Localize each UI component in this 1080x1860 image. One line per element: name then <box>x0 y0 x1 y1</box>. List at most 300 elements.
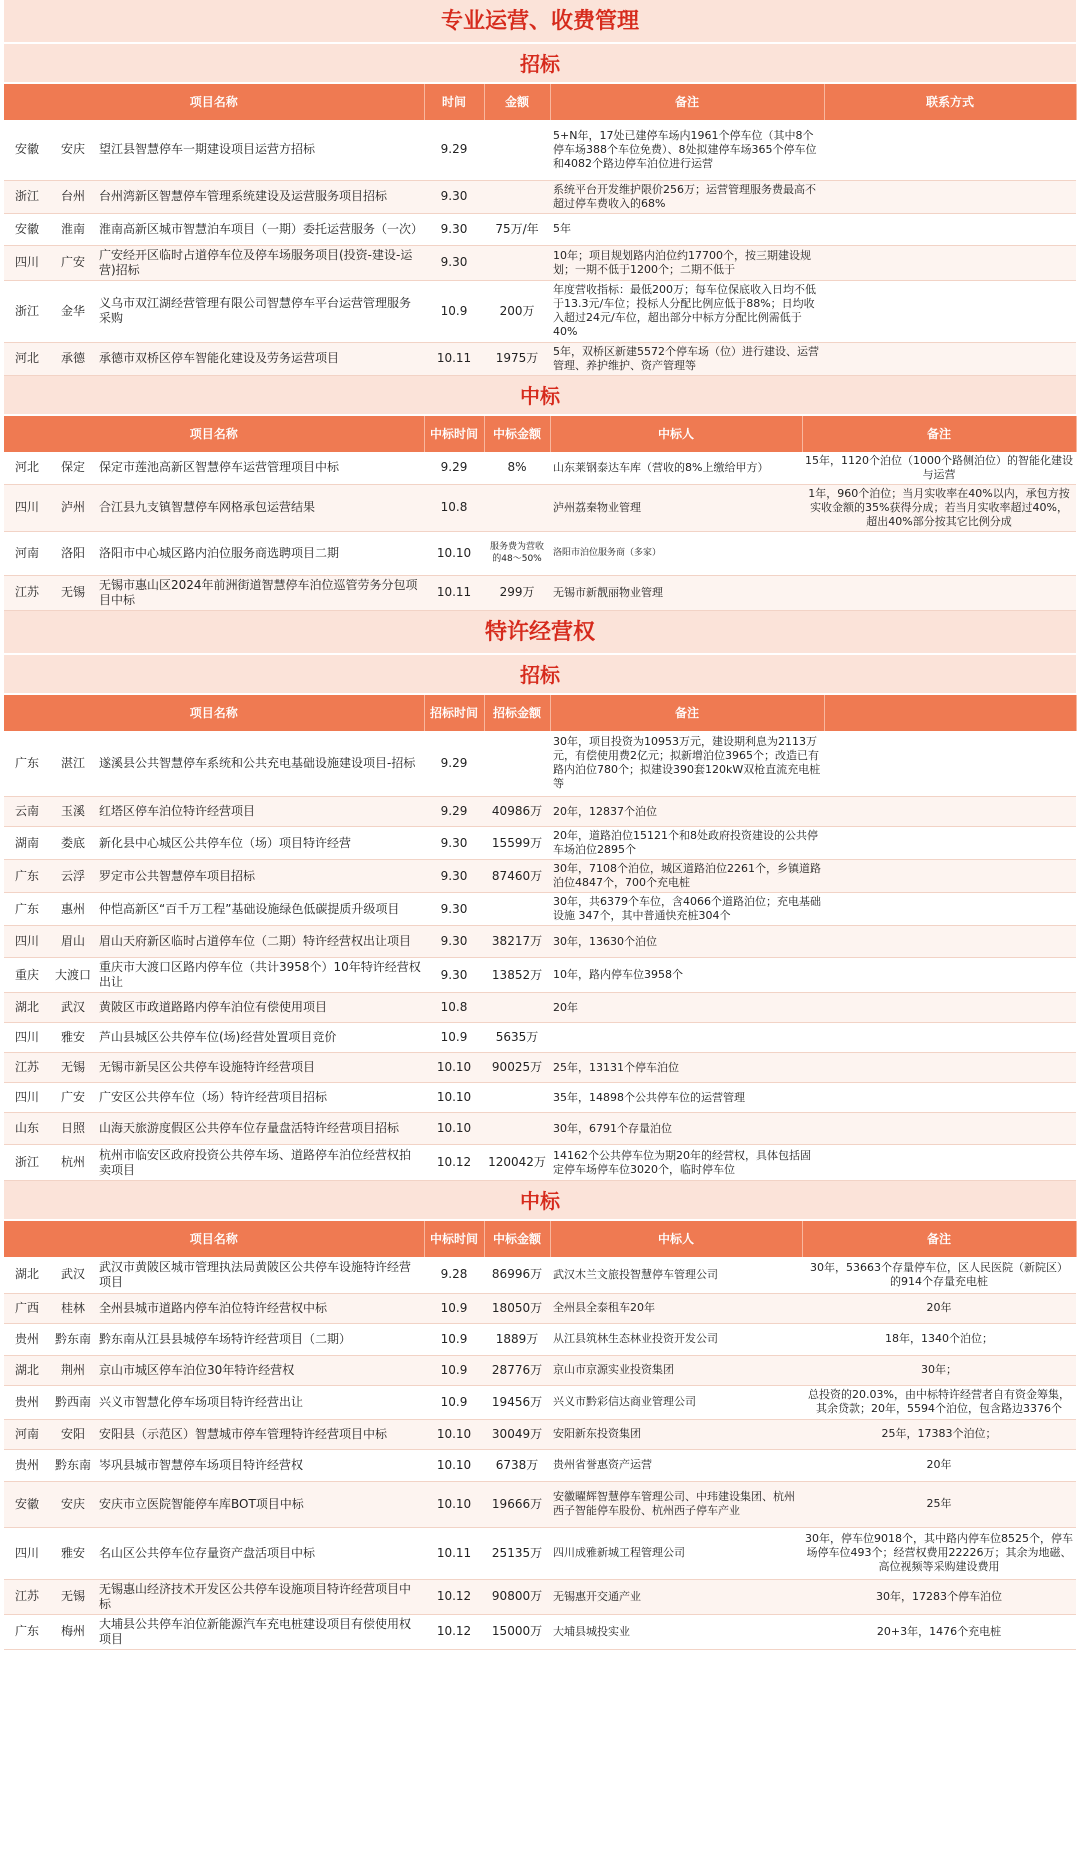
cell-amount <box>484 1083 550 1113</box>
cell-name: 兴义市智慧化停车场项目特许经营出让 <box>96 1385 424 1419</box>
table-header <box>4 416 1076 452</box>
header-note: 备注 <box>802 416 1076 452</box>
cell-winner: 山东莱钢泰达车库（营收的8%上缴给甲方） <box>550 452 802 485</box>
cell-city: 金华 <box>50 280 96 342</box>
cell-note: 20年 <box>802 1293 1076 1323</box>
cell-note: 10年，路内停车位3958个 <box>550 958 824 993</box>
cell-city: 大渡口 <box>50 958 96 993</box>
cell-winner: 安徽曜辉智慧停车管理公司、中玮建设集团、杭州西子智能停车股份、杭州西子停车产业 <box>550 1481 802 1527</box>
franchise-tender-table <box>4 695 1077 1182</box>
cell-prov: 湖北 <box>4 1355 50 1385</box>
cell-winner: 京山市京源实业投资集团 <box>550 1355 802 1385</box>
cell-contact <box>824 1053 1076 1083</box>
cell-time: 10.12 <box>424 1579 484 1614</box>
table-row <box>4 1293 1076 1323</box>
cell-amount: 18050万 <box>484 1293 550 1323</box>
cell-winner: 洛阳市泊位服务商（多家） <box>550 531 802 575</box>
header-blank <box>824 695 1076 731</box>
header-contact: 联系方式 <box>824 84 1076 120</box>
cell-prov: 安徽 <box>4 1481 50 1527</box>
cell-winner: 从江县筑林生态林业投资开发公司 <box>550 1323 802 1355</box>
cell-name: 仲恺高新区“百千万工程”基础设施绿色低碳提质升级项目 <box>96 893 424 926</box>
cell-prov: 四川 <box>4 1023 50 1053</box>
cell-name: 新化县中心城区公共停车位（场）项目特许经营 <box>96 827 424 860</box>
cell-amount <box>484 245 550 280</box>
cell-prov: 河南 <box>4 1419 50 1449</box>
header-amount: 中标金额 <box>484 416 550 452</box>
table-row <box>4 1145 1076 1181</box>
cell-note: 30年，13630个泊位 <box>550 926 824 958</box>
header-time: 时间 <box>424 84 484 120</box>
table-row <box>4 213 1076 245</box>
header-name: 项目名称 <box>4 416 424 452</box>
cell-note: 系统平台开发维护限价256万；运营管理服务费最高不超过停车费收入的68% <box>550 180 824 213</box>
table-row <box>4 797 1076 827</box>
table-row <box>4 1023 1076 1053</box>
header-note: 备注 <box>550 84 824 120</box>
table-row <box>4 926 1076 958</box>
table-row <box>4 860 1076 893</box>
cell-name: 岑巩县城市智慧停车场项目特许经营权 <box>96 1449 424 1481</box>
cell-prov: 四川 <box>4 484 50 531</box>
cell-contact <box>824 893 1076 926</box>
cell-prov: 贵州 <box>4 1385 50 1419</box>
cell-city: 黔东南 <box>50 1323 96 1355</box>
cell-amount: 服务费为营收的48～50% <box>484 531 550 575</box>
cell-name: 淮南高新区城市智慧泊车项目（一期）委托运营服务（一次） <box>96 213 424 245</box>
cell-prov: 河南 <box>4 531 50 575</box>
cell-prov: 浙江 <box>4 1145 50 1181</box>
table-row <box>4 1257 1076 1293</box>
cell-note: 25年 <box>802 1481 1076 1527</box>
table-row <box>4 1083 1076 1113</box>
cell-note: 30年； <box>802 1355 1076 1385</box>
cell-city: 日照 <box>50 1113 96 1145</box>
cell-city: 安庆 <box>50 1481 96 1527</box>
cell-city: 黔西南 <box>50 1385 96 1419</box>
cell-time: 10.11 <box>424 1527 484 1579</box>
cell-name: 广安经开区临时占道停车位及停车场服务项目(投资-建设-运营)招标 <box>96 245 424 280</box>
table-row <box>4 1323 1076 1355</box>
cell-name: 无锡惠山经济技术开发区公共停车设施项目特许经营项目中标 <box>96 1579 424 1614</box>
cell-time: 10.12 <box>424 1145 484 1181</box>
cell-time: 9.29 <box>424 731 484 797</box>
cell-prov: 浙江 <box>4 280 50 342</box>
table-header <box>4 84 1076 120</box>
table-row <box>4 1614 1076 1649</box>
cell-winner: 全州县全泰租车20年 <box>550 1293 802 1323</box>
cell-city: 安庆 <box>50 120 96 180</box>
cell-time: 10.10 <box>424 1419 484 1449</box>
cell-note: 30年，53663个存量停车位，区人民医院（新院区）的914个存量充电桩 <box>802 1257 1076 1293</box>
table-row <box>4 1385 1076 1419</box>
cell-city: 荆州 <box>50 1355 96 1385</box>
cell-amount: 1975万 <box>484 342 550 375</box>
cell-note <box>550 1023 824 1053</box>
cell-note: 20年 <box>550 993 824 1023</box>
cell-amount: 90025万 <box>484 1053 550 1083</box>
cell-note: 20年，道路泊位15121个和8处政府投资建设的公共停车场泊位2895个 <box>550 827 824 860</box>
header-name: 项目名称 <box>4 1221 424 1257</box>
cell-city: 玉溪 <box>50 797 96 827</box>
cell-winner: 贵州省誉惠资产运营 <box>550 1449 802 1481</box>
cell-note: 15年，1120个泊位（1000个路侧泊位）的智能化建设与运营 <box>802 452 1076 485</box>
cell-name: 广安区公共停车位（场）特许经营项目招标 <box>96 1083 424 1113</box>
cell-city: 娄底 <box>50 827 96 860</box>
header-time: 中标时间 <box>424 1221 484 1257</box>
cell-city: 湛江 <box>50 731 96 797</box>
table-row <box>4 245 1076 280</box>
cell-city: 承德 <box>50 342 96 375</box>
cell-name: 大埔县公共停车泊位新能源汽车充电桩建设项目有偿使用权项目 <box>96 1614 424 1649</box>
cell-city: 惠州 <box>50 893 96 926</box>
page <box>4 0 1076 1650</box>
cell-note: 30年，共6379个车位，含4066个道路泊位；充电基础设施 347个，其中普通快充桩304个 <box>550 893 824 926</box>
cell-winner: 武汉木兰文旅投智慧停车管理公司 <box>550 1257 802 1293</box>
cell-name: 遂溪县公共智慧停车系统和公共充电基础设施建设项目-招标 <box>96 731 424 797</box>
cell-name: 合江县九支镇智慧停车网格承包运营结果 <box>96 484 424 531</box>
cell-amount: 75万/年 <box>484 213 550 245</box>
cell-contact <box>824 993 1076 1023</box>
cell-time: 10.9 <box>424 280 484 342</box>
cell-name: 保定市莲池高新区智慧停车运营管理项目中标 <box>96 452 424 485</box>
table-row <box>4 893 1076 926</box>
cell-name: 杭州市临安区政府投资公共停车场、道路停车泊位经营权拍卖项目 <box>96 1145 424 1181</box>
cell-prov: 浙江 <box>4 180 50 213</box>
cell-prov: 广西 <box>4 1293 50 1323</box>
cell-name: 洛阳市中心城区路内泊位服务商选聘项目二期 <box>96 531 424 575</box>
cell-contact <box>824 280 1076 342</box>
cell-amount: 38217万 <box>484 926 550 958</box>
table-row <box>4 1113 1076 1145</box>
ops-award-table <box>4 416 1077 611</box>
cell-note: 35年，14898个公共停车位的运营管理 <box>550 1083 824 1113</box>
header-time: 招标时间 <box>424 695 484 731</box>
cell-note: 25年，13131个停车泊位 <box>550 1053 824 1083</box>
cell-name: 山海天旅游度假区公共停车位存量盘活特许经营项目招标 <box>96 1113 424 1145</box>
cell-contact <box>824 1113 1076 1145</box>
cell-amount: 120042万 <box>484 1145 550 1181</box>
cell-contact <box>824 731 1076 797</box>
cell-city: 梅州 <box>50 1614 96 1649</box>
section-title-ops: 专业运营、收费管理 <box>4 0 1076 44</box>
cell-prov: 广东 <box>4 731 50 797</box>
cell-name: 承德市双桥区停车智能化建设及劳务运营项目 <box>96 342 424 375</box>
cell-prov: 四川 <box>4 1527 50 1579</box>
cell-amount: 25135万 <box>484 1527 550 1579</box>
cell-city: 雅安 <box>50 1023 96 1053</box>
cell-time: 10.10 <box>424 1053 484 1083</box>
cell-amount: 5635万 <box>484 1023 550 1053</box>
cell-note: 5+N年，17处已建停车场内1961个停车位（其中8个停车场388个车位免费）、8处拟建停车场365个停车位和4082个路边停车泊位进行运营 <box>550 120 824 180</box>
cell-prov: 广东 <box>4 893 50 926</box>
cell-time: 10.10 <box>424 1481 484 1527</box>
cell-amount: 87460万 <box>484 860 550 893</box>
cell-note: 10年；项目规划路内泊位约17700个，按三期建设规划；一期不低于1200个；二期不低于 <box>550 245 824 280</box>
cell-city: 武汉 <box>50 1257 96 1293</box>
cell-name: 京山市城区停车泊位30年特许经营权 <box>96 1355 424 1385</box>
cell-city: 广安 <box>50 1083 96 1113</box>
cell-note: 25年，17383个泊位； <box>802 1419 1076 1449</box>
cell-winner: 四川成雅新城工程管理公司 <box>550 1527 802 1579</box>
cell-contact <box>824 1145 1076 1181</box>
cell-contact <box>824 120 1076 180</box>
cell-name: 望江县智慧停车一期建设项目运营方招标 <box>96 120 424 180</box>
header-winner: 中标人 <box>550 416 802 452</box>
header-amount: 招标金额 <box>484 695 550 731</box>
cell-note: 5年，双桥区新建5572个停车场（位）进行建设、运营管理、养护维护、资产管理等 <box>550 342 824 375</box>
cell-note: 20年 <box>802 1449 1076 1481</box>
cell-time: 10.10 <box>424 531 484 575</box>
cell-prov: 安徽 <box>4 213 50 245</box>
cell-note: 30年，17283个停车泊位 <box>802 1579 1076 1614</box>
cell-prov: 重庆 <box>4 958 50 993</box>
cell-contact <box>824 1083 1076 1113</box>
cell-note: 1年，960个泊位；当月实收率在40%以内，承包方按实收金额的35%获得分成；若当月实收率超过40%，超出40%部分按其它比例分成 <box>802 484 1076 531</box>
cell-name: 安阳县（示范区）智慧城市停车管理特许经营项目中标 <box>96 1419 424 1449</box>
header-name: 项目名称 <box>4 84 424 120</box>
ops-tender-table <box>4 84 1077 376</box>
cell-city: 黔东南 <box>50 1449 96 1481</box>
cell-prov: 广东 <box>4 1614 50 1649</box>
cell-note: 30年，6791个存量泊位 <box>550 1113 824 1145</box>
cell-amount: 8% <box>484 452 550 485</box>
cell-winner: 大埔县城投实业 <box>550 1614 802 1649</box>
cell-time: 9.30 <box>424 245 484 280</box>
cell-note <box>802 531 1076 575</box>
table-row <box>4 531 1076 575</box>
cell-prov: 江苏 <box>4 1579 50 1614</box>
cell-prov: 安徽 <box>4 120 50 180</box>
cell-city: 安阳 <box>50 1419 96 1449</box>
cell-contact <box>824 797 1076 827</box>
cell-time: 9.30 <box>424 827 484 860</box>
cell-amount: 19666万 <box>484 1481 550 1527</box>
header-name: 项目名称 <box>4 695 424 731</box>
cell-prov: 贵州 <box>4 1449 50 1481</box>
cell-amount <box>484 893 550 926</box>
cell-city: 台州 <box>50 180 96 213</box>
cell-contact <box>824 958 1076 993</box>
cell-city: 洛阳 <box>50 531 96 575</box>
cell-time: 10.9 <box>424 1293 484 1323</box>
cell-prov: 江苏 <box>4 1053 50 1083</box>
cell-amount <box>484 731 550 797</box>
cell-city: 雅安 <box>50 1527 96 1579</box>
subsection-franchise-award: 中标 <box>4 1181 1076 1221</box>
cell-contact <box>824 827 1076 860</box>
cell-name: 台州湾新区智慧停车管理系统建设及运营服务项目招标 <box>96 180 424 213</box>
cell-prov: 贵州 <box>4 1323 50 1355</box>
cell-amount <box>484 120 550 180</box>
cell-contact <box>824 245 1076 280</box>
cell-prov: 广东 <box>4 860 50 893</box>
table-row <box>4 731 1076 797</box>
cell-prov: 四川 <box>4 245 50 280</box>
cell-name: 安庆市立医院智能停车库BOT项目中标 <box>96 1481 424 1527</box>
cell-city: 无锡 <box>50 1579 96 1614</box>
cell-name: 罗定市公共智慧停车项目招标 <box>96 860 424 893</box>
table-row <box>4 484 1076 531</box>
header-winner: 中标人 <box>550 1221 802 1257</box>
table-row <box>4 342 1076 375</box>
cell-amount: 13852万 <box>484 958 550 993</box>
table-row <box>4 1053 1076 1083</box>
cell-time: 10.9 <box>424 1385 484 1419</box>
header-amount: 金额 <box>484 84 550 120</box>
cell-time: 10.9 <box>424 1323 484 1355</box>
cell-winner: 安阳新东投资集团 <box>550 1419 802 1449</box>
table-row <box>4 993 1076 1023</box>
cell-city: 云浮 <box>50 860 96 893</box>
subsection-ops-tender: 招标 <box>4 44 1076 84</box>
cell-amount: 40986万 <box>484 797 550 827</box>
cell-prov: 湖南 <box>4 827 50 860</box>
table-row <box>4 1355 1076 1385</box>
cell-prov: 江苏 <box>4 575 50 610</box>
cell-time: 9.30 <box>424 893 484 926</box>
cell-contact <box>824 860 1076 893</box>
cell-name: 重庆市大渡口区路内停车位（共计3958个）10年特许经营权出让 <box>96 958 424 993</box>
cell-contact <box>824 180 1076 213</box>
cell-note: 30年，项目投资为10953万元，建设期利息为2113万元，有偿使用费2亿元；拟新增泊位3965个；改造已有路内泊位780个；拟建设390套120kW双枪直流充电桩等 <box>550 731 824 797</box>
cell-contact <box>824 1023 1076 1053</box>
cell-amount: 200万 <box>484 280 550 342</box>
cell-name: 红塔区停车泊位特许经营项目 <box>96 797 424 827</box>
cell-time: 9.29 <box>424 452 484 485</box>
table-row <box>4 1527 1076 1579</box>
header-note: 备注 <box>802 1221 1076 1257</box>
cell-amount: 30049万 <box>484 1419 550 1449</box>
table-row <box>4 280 1076 342</box>
franchise-award-table <box>4 1221 1077 1650</box>
cell-note: 30年，停车位9018个，其中路内停车位8525个，停车场停车位493个；经营权费用22226万；其余为地磁、高位视频等采购建设费用 <box>802 1527 1076 1579</box>
cell-city: 广安 <box>50 245 96 280</box>
cell-winner: 无锡市新靓丽物业管理 <box>550 575 802 610</box>
cell-winner: 泸州荔秦物业管理 <box>550 484 802 531</box>
cell-note: 20年，12837个泊位 <box>550 797 824 827</box>
cell-prov: 湖北 <box>4 1257 50 1293</box>
cell-name: 义乌市双江湖经营管理有限公司智慧停车平台运营管理服务采购 <box>96 280 424 342</box>
cell-time: 9.30 <box>424 926 484 958</box>
cell-amount: 86996万 <box>484 1257 550 1293</box>
cell-contact <box>824 342 1076 375</box>
table-row <box>4 1579 1076 1614</box>
cell-city: 武汉 <box>50 993 96 1023</box>
table-row <box>4 1481 1076 1527</box>
cell-prov: 河北 <box>4 342 50 375</box>
cell-amount <box>484 180 550 213</box>
cell-amount: 28776万 <box>484 1355 550 1385</box>
cell-time: 9.28 <box>424 1257 484 1293</box>
cell-time: 10.11 <box>424 575 484 610</box>
cell-name: 黔东南从江县县城停车场特许经营项目（二期） <box>96 1323 424 1355</box>
cell-note: 年度营收指标：最低200万；每车位保底收入日均不低于13.3元/车位；投标人分配比例应低于88%；日均收入超过24元/车位，超出部分中标方分配比例需低于40% <box>550 280 824 342</box>
cell-time: 10.11 <box>424 342 484 375</box>
table-row <box>4 575 1076 610</box>
cell-city: 眉山 <box>50 926 96 958</box>
cell-time: 10.8 <box>424 993 484 1023</box>
cell-time: 9.30 <box>424 213 484 245</box>
cell-prov: 河北 <box>4 452 50 485</box>
cell-city: 无锡 <box>50 1053 96 1083</box>
subsection-franchise-tender: 招标 <box>4 655 1076 695</box>
table-row <box>4 827 1076 860</box>
cell-winner: 无锡惠开交通产业 <box>550 1579 802 1614</box>
header-time: 中标时间 <box>424 416 484 452</box>
table-row <box>4 1449 1076 1481</box>
section-title-franchise: 特许经营权 <box>4 611 1076 655</box>
cell-prov: 山东 <box>4 1113 50 1145</box>
table-row <box>4 180 1076 213</box>
cell-contact <box>824 926 1076 958</box>
cell-amount: 6738万 <box>484 1449 550 1481</box>
cell-name: 无锡市新吴区公共停车设施特许经营项目 <box>96 1053 424 1083</box>
cell-prov: 云南 <box>4 797 50 827</box>
cell-amount <box>484 1113 550 1145</box>
cell-name: 黄陂区市政道路路内停车泊位有偿使用项目 <box>96 993 424 1023</box>
cell-winner: 兴义市黔彩信达商业管理公司 <box>550 1385 802 1419</box>
cell-time: 10.8 <box>424 484 484 531</box>
cell-time: 9.29 <box>424 797 484 827</box>
cell-prov: 四川 <box>4 1083 50 1113</box>
cell-note: 5年 <box>550 213 824 245</box>
cell-contact <box>824 213 1076 245</box>
cell-prov: 湖北 <box>4 993 50 1023</box>
cell-name: 芦山县城区公共停车位(场)经营处置项目竞价 <box>96 1023 424 1053</box>
cell-note <box>802 575 1076 610</box>
cell-amount: 299万 <box>484 575 550 610</box>
cell-city: 杭州 <box>50 1145 96 1181</box>
cell-time: 10.12 <box>424 1614 484 1649</box>
cell-city: 淮南 <box>50 213 96 245</box>
cell-amount <box>484 484 550 531</box>
cell-note: 20+3年，1476个充电桩 <box>802 1614 1076 1649</box>
table-row <box>4 120 1076 180</box>
cell-amount: 15000万 <box>484 1614 550 1649</box>
table-row <box>4 1419 1076 1449</box>
cell-name: 无锡市惠山区2024年前洲街道智慧停车泊位巡管劳务分包项目中标 <box>96 575 424 610</box>
cell-note: 30年，7108个泊位，城区道路泊位2261个，乡镇道路泊位4847个，700个充电桩 <box>550 860 824 893</box>
cell-time: 10.9 <box>424 1023 484 1053</box>
cell-city: 桂林 <box>50 1293 96 1323</box>
cell-name: 名山区公共停车位存量资产盘活项目中标 <box>96 1527 424 1579</box>
cell-amount: 90800万 <box>484 1579 550 1614</box>
table-header <box>4 695 1076 731</box>
cell-prov: 四川 <box>4 926 50 958</box>
cell-time: 9.30 <box>424 860 484 893</box>
cell-name: 全州县城市道路内停车泊位特许经营权中标 <box>96 1293 424 1323</box>
cell-note: 14162个公共停车位为期20年的经营权，具体包括固定停车场停车位3020个，临时停车位 <box>550 1145 824 1181</box>
cell-time: 10.9 <box>424 1355 484 1385</box>
cell-amount: 15599万 <box>484 827 550 860</box>
cell-city: 无锡 <box>50 575 96 610</box>
cell-note: 18年，1340个泊位； <box>802 1323 1076 1355</box>
cell-time: 10.10 <box>424 1449 484 1481</box>
cell-time: 10.10 <box>424 1113 484 1145</box>
cell-name: 眉山天府新区临时占道停车位（二期）特许经营权出让项目 <box>96 926 424 958</box>
cell-time: 9.29 <box>424 120 484 180</box>
cell-amount <box>484 993 550 1023</box>
cell-time: 9.30 <box>424 958 484 993</box>
header-amount: 中标金额 <box>484 1221 550 1257</box>
cell-time: 10.10 <box>424 1083 484 1113</box>
table-row <box>4 452 1076 485</box>
cell-city: 保定 <box>50 452 96 485</box>
cell-name: 武汉市黄陂区城市管理执法局黄陂区公共停车设施特许经营项目 <box>96 1257 424 1293</box>
header-note: 备注 <box>550 695 824 731</box>
table-row <box>4 958 1076 993</box>
